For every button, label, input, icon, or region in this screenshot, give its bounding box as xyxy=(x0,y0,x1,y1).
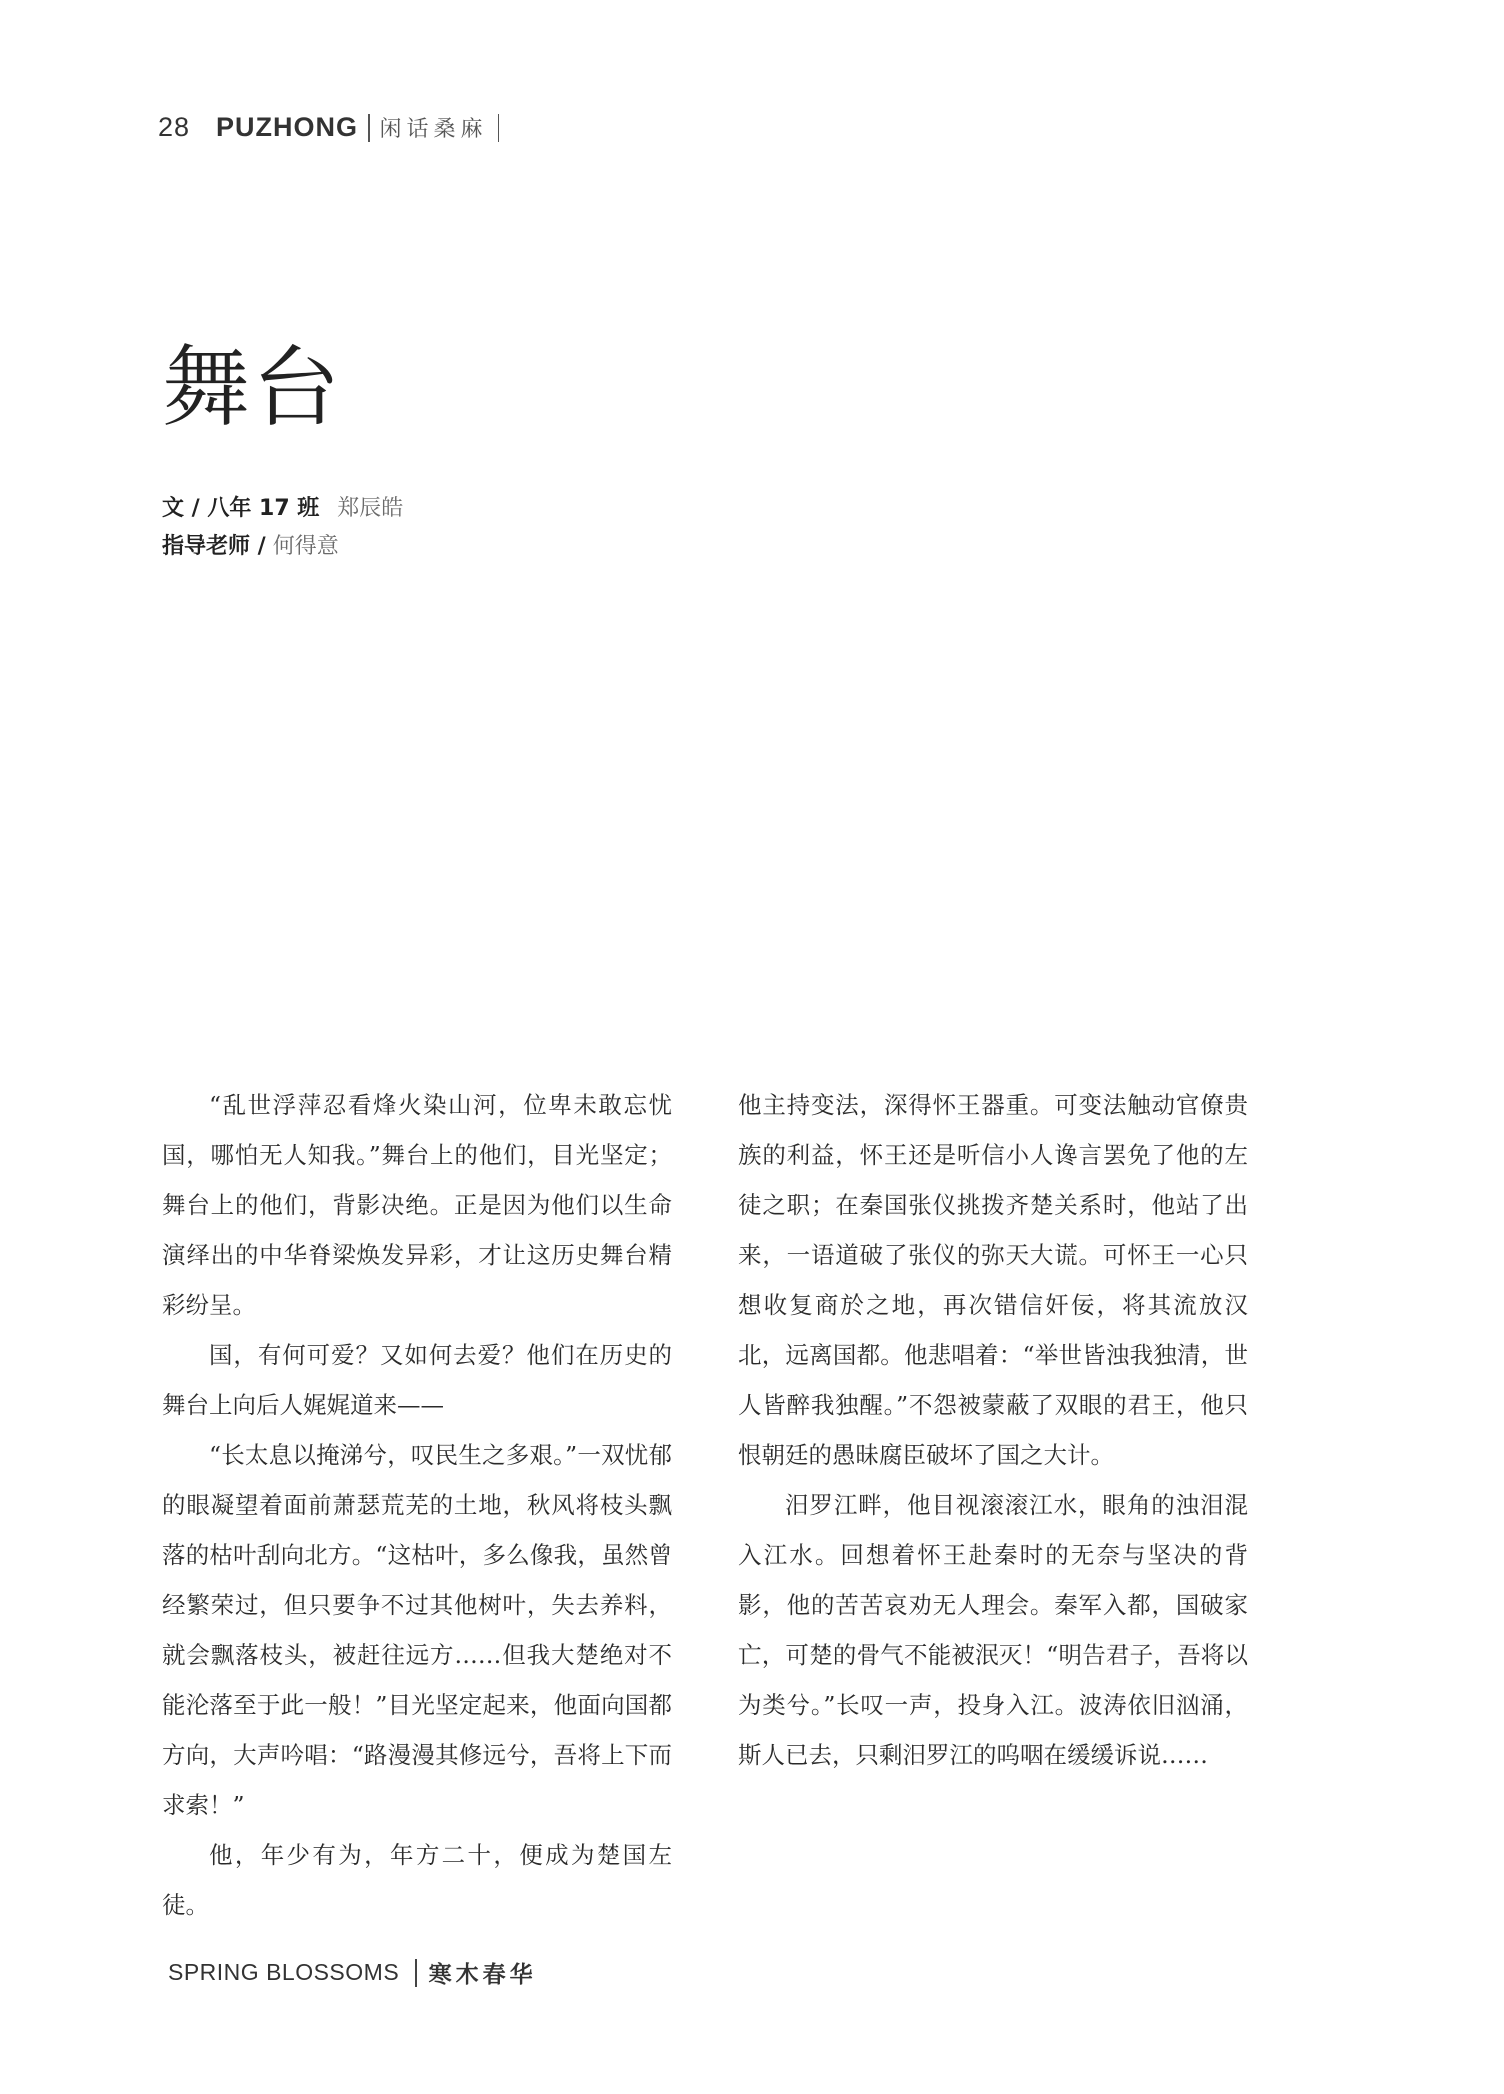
paragraph: 国，有何可爱？又如何去爱？他们在历史的舞台上向后人娓娓道来—— xyxy=(162,1341,672,1419)
paragraph: 汨罗江畔，他目视滚滚江水，眼角的浊泪混入江水。回想着怀王赴秦时的无奈与坚决的背影，他的苦苦哀劝无人理会。秦军入都，国破家亡，可楚的骨气不能被泯灭！“明告君子，吾将以为类兮。”长叹一声，投身入江。波涛依旧汹涌，斯人已去，只剩汨罗江的呜咽在缓缓诉说…… xyxy=(738,1491,1248,1769)
article-title: 舞台 xyxy=(162,336,343,439)
magazine-brand: PUZHONG xyxy=(216,112,359,142)
running-footer xyxy=(168,1956,537,1989)
paragraph: 他主持变法，深得怀王器重。可变法触动官僚贵族的利益，怀王还是听信小人谗言罢免了他的左徒之职；在秦国张仪挑拨齐楚关系时，他站了出来，一语道破了张仪的弥天大谎。可怀王一心只想收复商於之地，再次错信奸佞，将其流放汉北，远离国都。他悲唱着：“举世皆浊我独清，世人皆醉我独醒。”不怨被蒙蔽了双眼的君王，他只恨朝廷的愚昧腐臣破坏了国之大计。 xyxy=(738,1091,1248,1469)
byline xyxy=(162,490,403,566)
header-divider xyxy=(498,114,500,142)
paragraph: “乱世浮萍忍看烽火染山河，位卑未敢忘忧国，哪怕无人知我。”舞台上的他们，目光坚定；舞台上的他们，背影决绝。正是因为他们以生命演绎出的中华脊梁焕发异彩，才让这历史舞台精彩纷呈。 xyxy=(162,1091,672,1319)
footer-english-title: SPRING BLOSSOMS xyxy=(168,1959,400,1985)
header-divider xyxy=(368,114,370,142)
footer-chinese-title: 寒木春华 xyxy=(428,1962,537,1988)
page-number: 28 xyxy=(158,112,191,142)
teacher-name: 何得意 xyxy=(272,534,339,559)
teacher-line xyxy=(162,528,403,566)
body-column-left xyxy=(162,1080,672,1930)
teacher-label: 指导老师 / xyxy=(162,534,266,559)
author-name: 郑辰皓 xyxy=(337,496,404,521)
paragraph: 他，年少有为，年方二十，便成为楚国左徒。 xyxy=(162,1841,672,1919)
paragraph: “长太息以掩涕兮，叹民生之多艰。”一双忧郁的眼凝望着面前萧瑟荒芜的土地，秋风将枝头飘落的枯叶刮向北方。“这枯叶，多么像我，虽然曾经繁荣过，但只要争不过其他树叶，失去养料，就会飘落枝头，被赶往远方……但我大楚绝对不能沦落至于此一般！”目光坚定起来，他面向国都方向，大声吟唱：“路漫漫其修远兮，吾将上下而求索！” xyxy=(162,1441,672,1819)
running-header xyxy=(158,112,509,143)
author-label: 文 / 八年 17 班 xyxy=(162,496,320,521)
body-column-right xyxy=(738,1080,1248,1780)
section-name: 闲话桑麻 xyxy=(379,117,488,142)
author-line xyxy=(162,490,403,528)
footer-divider xyxy=(415,1959,417,1987)
